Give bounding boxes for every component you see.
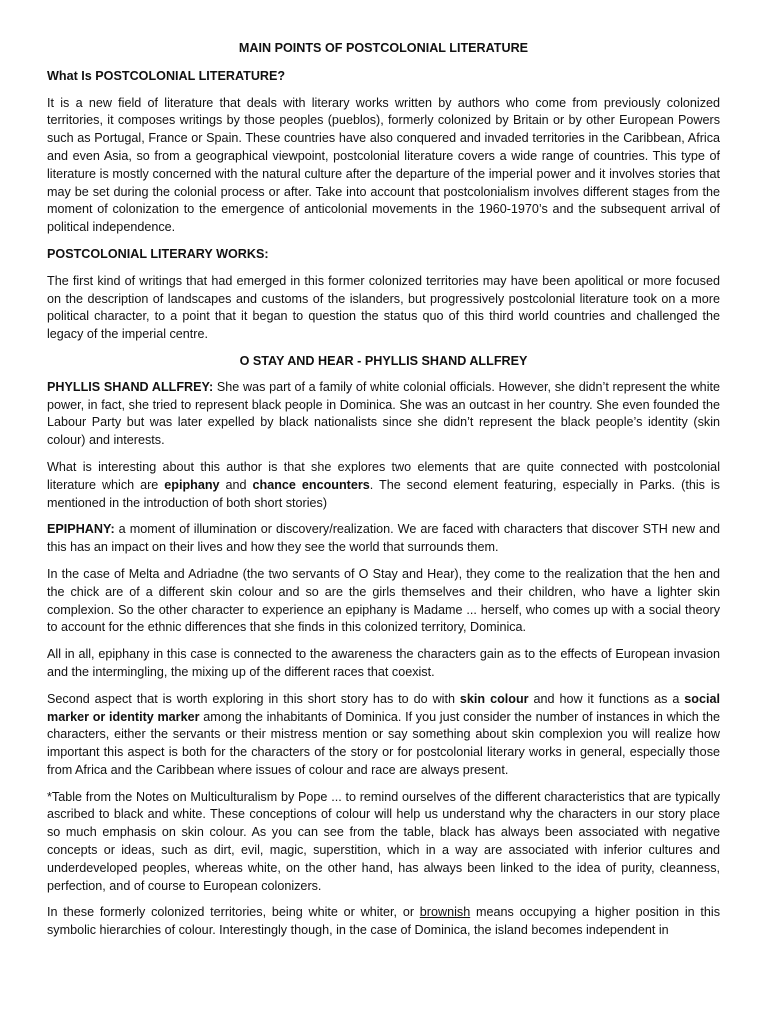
paragraph-definition: It is a new field of literature that deals with literary works written by authors who come from previously colonized territories, it composes writings by those peoples (pueblos), formerly colonized by Britain or by other European Powers such as Portugal, France or Spain. These countries have also conquered and invaded territories in the Caribbean, Africa and even Asia, so from a geographical viewpoint, postcolonial literature covers a wide range of countries. This type of literature is mostly concerned with the natural culture after the departure of the imperial power and it involves stories that may be set during the colonial process or after. Take into account that postcolonialism involves different stages from the moment of colonization to the emergence of anticolonial movements in the 1960-1970’s and the subsequent arrival of political independence. xyxy=(47,95,720,235)
paragraph-literary-works: The first kind of writings that had emerged in this former colonized territories may have been apolitical or more focused on the description of landscapes and customs of the islanders, but progressively postcolonial literature took on a more political character, to a point that it began to question the status quo of this third world countries and challenged the legacy of the imperial centre. xyxy=(47,273,720,342)
paragraph-text: In these formerly colonized territories, being white or whiter, or xyxy=(47,905,420,920)
epiphany-lead: EPIPHANY: xyxy=(47,522,115,537)
paragraph-skin-colour xyxy=(47,691,720,780)
paragraph-text: and how it functions as a xyxy=(528,691,685,706)
paragraph-table-notes: *Table from the Notes on Multiculturalism by Pope ... to remind ourselves of the different characteristics that are typically ascribed to black and white. These conceptions of colour will help us understand why the characters in our story place so much emphasis on skin colour. As you can see from the table, black has always been associated with negative concepts or ideas, such as dirt, evil, magic, superstition, which in a way are associated with inferior cultures and underdeveloped peoples, whereas white, on the other hand, has always been linked to the idea of purity, cleanness, perfection, and of course to European colonizers. xyxy=(47,789,720,893)
paragraph-text: Second aspect that is worth exploring in this short story has to do with xyxy=(47,691,460,706)
paragraph-elements xyxy=(47,459,720,512)
paragraph-text: . The second element featuring, especially in Parks. (this is mentioned in the introduction of both short stories) xyxy=(47,477,720,510)
paragraph-colonized-territories xyxy=(47,904,720,940)
term-epiphany: epiphany xyxy=(164,477,220,492)
page-title: MAIN POINTS OF POSTCOLONIAL LITERATURE xyxy=(238,41,529,55)
term-skin-colour: skin colour xyxy=(459,691,529,706)
author-bio-text: She was part of a family of white colonial officials. However, she didn’t represent the white power, in fact, she tried to represent black people in Dominica. She was an outcast in her country. She even founded the Labour Party but was later expelled by black nationalists since she didn’t represent the black people’s identity (skin colour) and interests. xyxy=(47,379,720,448)
term-social-marker: social marker or identity marker xyxy=(47,691,720,724)
section-heading-what-is: What Is POSTCOLONIAL LITERATURE? xyxy=(47,68,286,83)
paragraph-text: What is interesting about this author is that she explores two elements that are quite connected with postcolonial literature which are xyxy=(47,459,720,492)
term-chance-encounters: chance encounters xyxy=(252,477,370,492)
paragraph-text: means occupying a higher position in this symbolic hierarchies of colour. Interestingly though, in the case of Dominica, the island becomes independent in xyxy=(47,905,720,938)
section-heading-literary-works: POSTCOLONIAL LITERARY WORKS: xyxy=(47,246,269,261)
paragraph-text: among the inhabitants of Dominica. If you just consider the number of instances in which the characters, either the servants or their mistress mention or say something about skin complexion you will realize how important this aspect is both for the characters of the story or for postcolonial literary works in general, especially those from Africa and the Caribbean where issues of colour and race are always present. xyxy=(47,709,720,777)
paragraph-epiphany-definition xyxy=(47,521,720,557)
epiphany-definition-text: a moment of illumination or discovery/realization. We are faced with characters that discover STH new and this has an impact on their lives and how they see the world that surrounds them. xyxy=(47,522,720,555)
section-heading-o-stay-and-hear: O STAY AND HEAR - PHYLLIS SHAND ALLFREY xyxy=(239,353,528,368)
paragraph-author-bio xyxy=(47,379,720,450)
paragraph-text: and xyxy=(219,477,253,492)
author-name-lead: PHYLLIS SHAND ALLFREY: xyxy=(47,379,214,394)
term-brownish: brownish xyxy=(419,905,471,920)
paragraph-melta-adriadne: In the case of Melta and Adriadne (the two servants of O Stay and Hear), they come to the realization that the hen and the chick are of a different skin colour and so are the girls themselves and their children, who have a lighter skin complexion. So the other character to experience an epiphany is Madame ... herself, who comes up with a social theory to account for the ethnic differences that she finds in this colonized territory, Dominica. xyxy=(47,566,720,635)
paragraph-all-in-all: All in all, epiphany in this case is connected to the awareness the characters gain as to the effects of European invasion and the intermingling, the mixing up of the different races that coexist. xyxy=(47,647,720,679)
